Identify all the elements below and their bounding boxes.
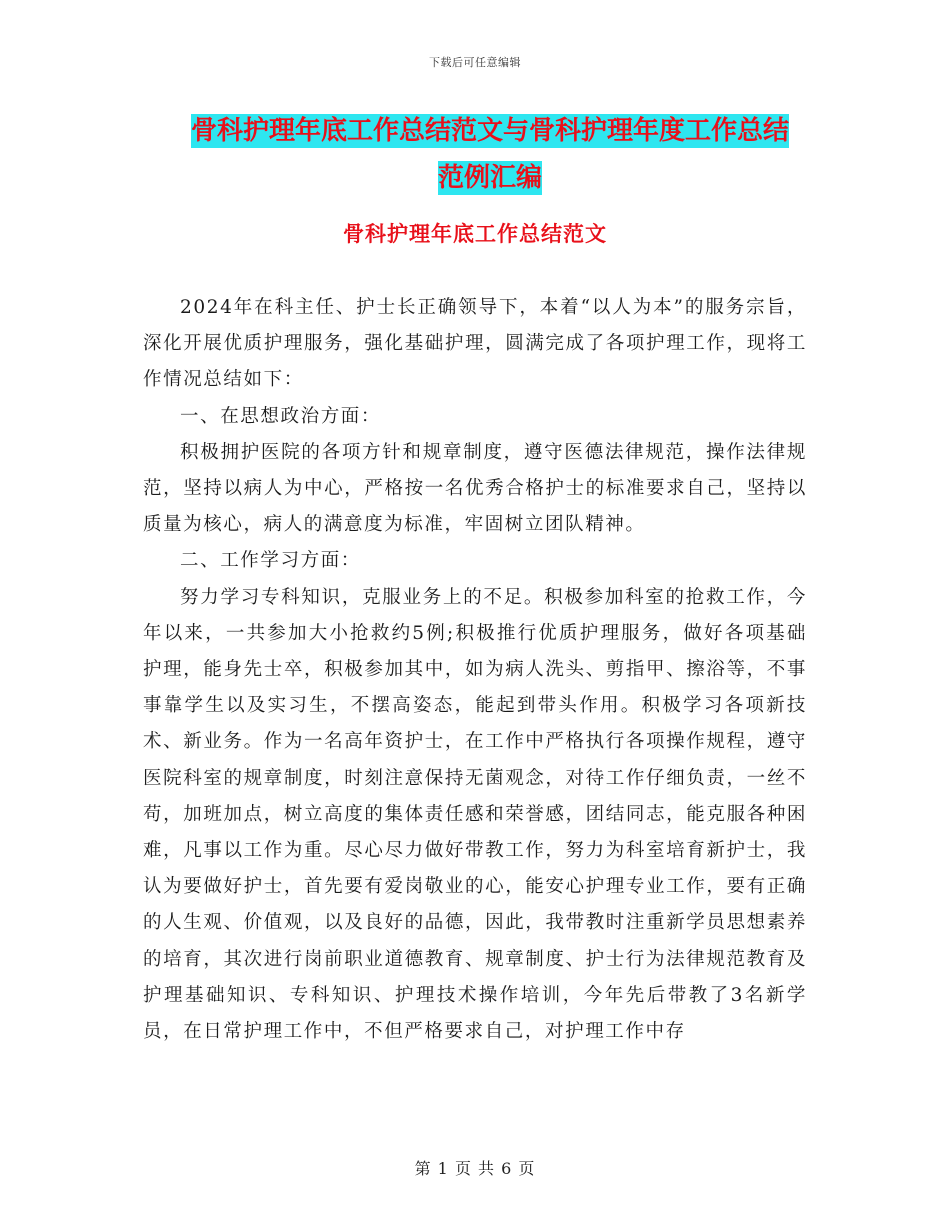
body-text (143, 290, 807, 1050)
paragraph-work-study: 努力学习专科知识，克服业务上的不足。积极参加科室的抢救工作，今年以来，一共参加大小抢救约5例;积极推行优质护理服务，做好各项基础护理，能身先士卒，积极参加其中，如为病人洗头、剪指甲、擦浴等，不事事靠学生以及实习生，不摆高姿态，能起到带头作用。积极学习各项新技术、新业务。作为一名高年资护士，在工作中严格执行各项操作规程，遵守医院科室的规章制度，时刻注意保持无菌观念，对待工作仔细负责，一丝不苟，加班加点，树立高度的集体责任感和荣誉感，团结同志，能克服各种困难，凡事以工作为重。尽心尽力做好带教工作，努力为科室培育新护士，我认为要做好护士，首先要有爱岗敬业的心，能安心护理专业工作，要有正确的人生观、价值观，以及良好的品德，因此，我带教时注重新学员思想素养的培育，其次进行岗前职业道德教育、规章制度、护士行为法律规范教育及护理基础知识、专科知识、护理技术操作培训，今年先后带教了3名新学员，在日常护理工作中，不但严格要求自己，对护理工作中存 (143, 586, 807, 1043)
paragraph-heading-1: 一、在思想政治方面： (180, 405, 382, 427)
document-title-line-1: 骨科护理年底工作总结范文与骨科护理年度工作总结 (190, 116, 789, 146)
paragraph-heading-2: 二、工作学习方面： (180, 550, 361, 572)
section-title: 骨科护理年底工作总结范文 (343, 221, 607, 246)
page-number-footer: 第 1 页 共 6 页 (414, 1159, 536, 1178)
paragraph-politics: 积极拥护医院的各项方针和规章制度，遵守医德法律规范，操作法律规范，坚持以病人为中心，严格按一名优秀合格护士的标准要求自己，坚持以质量为核心，病人的满意度为标准，牢固树立团队精神。 (143, 441, 807, 536)
document-title-line-2: 范例汇编 (437, 163, 542, 193)
paragraph-intro: 2024年在科主任、护士长正确领导下，本着“以人为本”的服务宗旨，深化开展优质护理服务，强化基础护理，圆满完成了各项护理工作，现将工作情况总结如下： (143, 297, 807, 391)
header-note: 下载后可任意编辑 (429, 56, 521, 69)
document-title (150, 108, 830, 202)
